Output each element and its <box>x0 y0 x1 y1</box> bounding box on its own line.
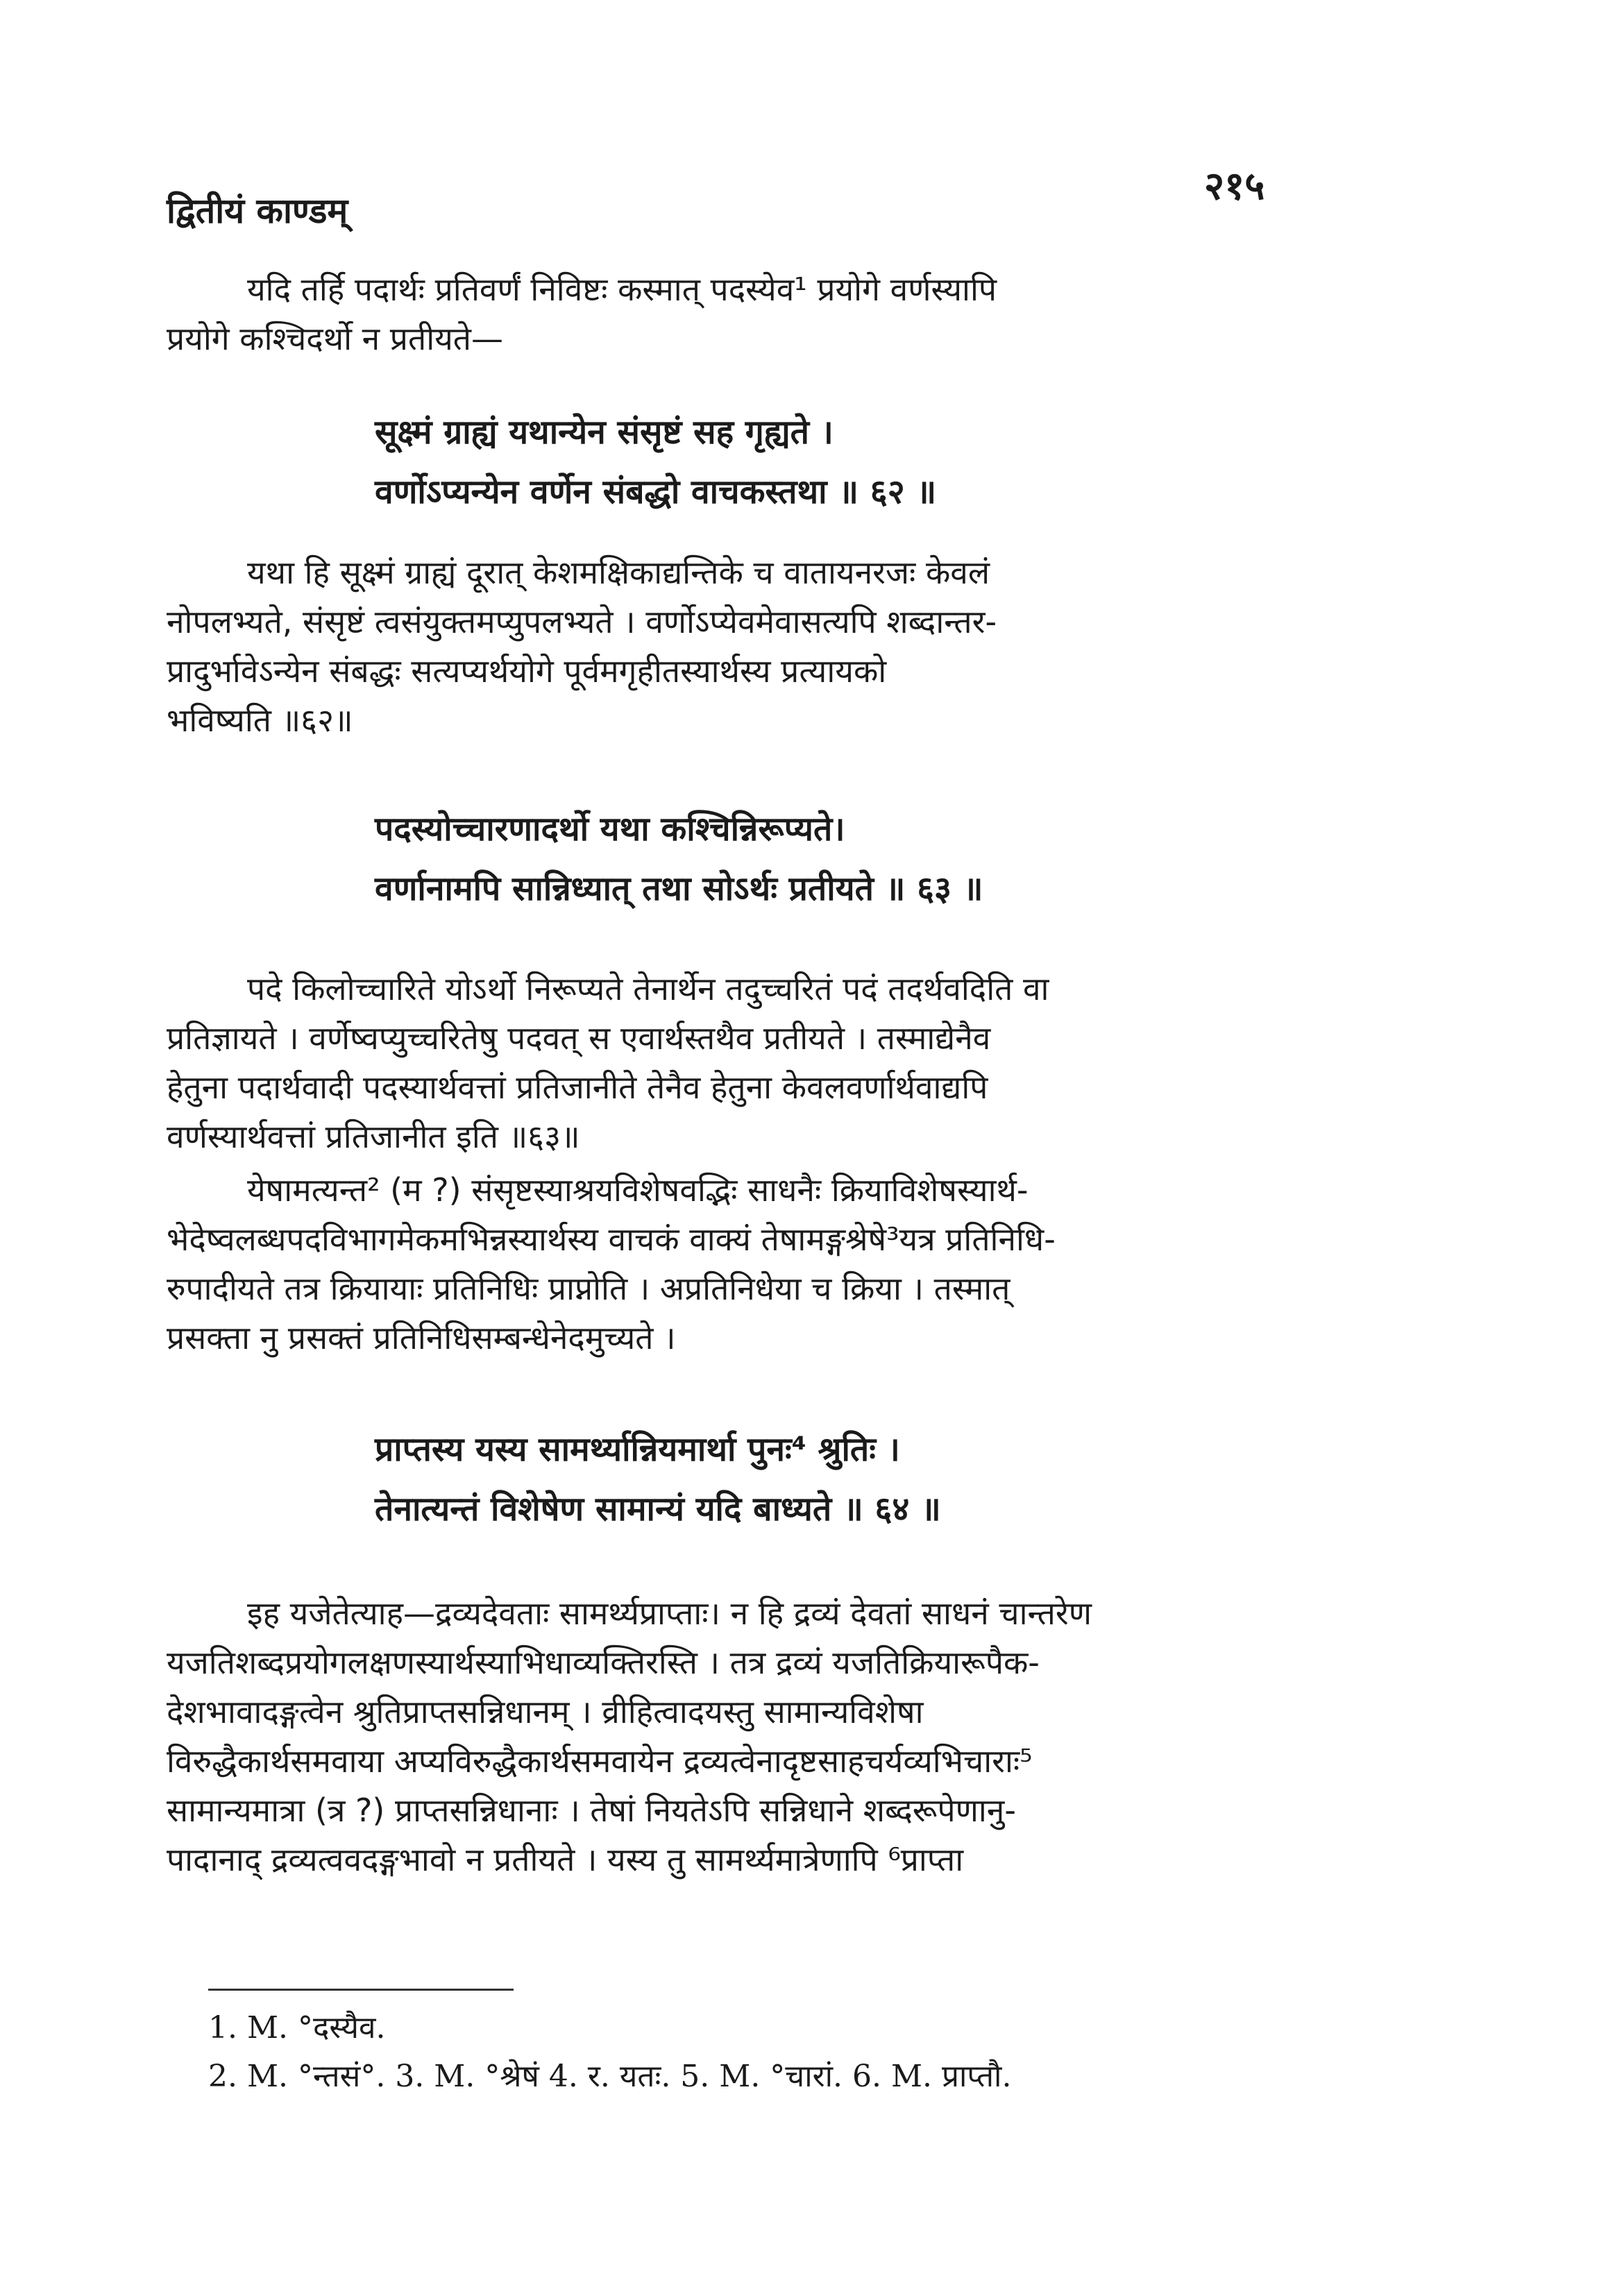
verse-62 <box>375 402 1346 522</box>
text-line: भविष्यति ॥६२॥ <box>167 701 353 739</box>
text-line: प्रतिज्ञायते । वर्णेष्वप्युच्चरितेषु पदवत् स एवार्थस्तथैव प्रतीयते । तस्माद्येनैव <box>167 1019 991 1057</box>
footnote-line: 2. M. °न्तसं°. 3. M. °श्रेषं 4. र. यतः. 5. M. °चारां. 6. M. प्राप्तौ. <box>208 2059 1012 2094</box>
footnote-divider <box>208 1989 514 1991</box>
text-line: हेतुना पदार्थवादी पदस्यार्थवत्तां प्रतिजानीते तेनैव हेतुना केवलवर्णार्थवाद्यपि <box>167 1069 988 1106</box>
text-line: यथा हि सूक्ष्मं ग्राह्यं दूरात् केशमक्षिकाद्यन्तिके च वातायनरजः केवलं <box>247 554 990 591</box>
commentary-64 <box>167 1589 1263 1885</box>
text-line: भेदेष्वलब्धपदविभागमेकमभिन्नस्यार्थस्य वाचकं वाक्यं तेषामङ्गश्रेषे³यत्र प्रतिनिधि- <box>167 1221 1056 1258</box>
intro-paragraph <box>167 265 1263 364</box>
verse-63 <box>375 799 1346 919</box>
verse-line: तेनात्यन्तं विशेषेण सामान्यं यदि बाध्यते ॥ ६४ ॥ <box>375 1490 941 1529</box>
text-line: नोपलभ्यते, संसृष्टं त्वसंयुक्तमप्युपलभ्यते । वर्णोऽप्येवमेवासत्यपि शब्दान्तर- <box>167 603 997 640</box>
chapter-title: द्वितीयं काण्डम् <box>167 191 348 231</box>
text-line: इह यजेतेत्याह—द्रव्यदेवताः सामर्थ्यप्राप्ताः। न हि द्रव्यं देवतां साधनं चान्तरेण <box>247 1595 1092 1632</box>
text-line: सामान्यमात्रा (त्र ?) प्राप्तसन्निधानाः । तेषां नियतेऽपि सन्निधाने शब्दरूपेणानु- <box>167 1792 1016 1829</box>
text-line: येषामत्यन्त² (म ?) संसृष्टस्याश्रयविशेषवद्भिः साधनैः क्रियाविशेषस्यार्थ- <box>247 1171 1029 1209</box>
text-line: पदे किलोच्चारिते योऽर्थो निरूप्यते तेनार्थेन तदुच्चरितं पदं तदर्थवदिति वा <box>247 970 1049 1007</box>
commentary-63-continued <box>167 1166 1263 1363</box>
verse-line: वर्णानामपि सान्निध्यात् तथा सोऽर्थः प्रतीयते ॥ ६३ ॥ <box>375 869 983 908</box>
text-line: प्रसक्ता नु प्रसक्तं प्रतिनिधिसम्बन्धेनेदमुच्यते । <box>167 1319 676 1357</box>
text-line: विरुद्धैकार्थसमवाया अप्यविरुद्धैकार्थसमवायेन द्रव्यत्वेनादृष्टसाहचर्यव्यभिचाराः⁵ <box>167 1742 1033 1780</box>
text-line: यदि तर्हि पदार्थः प्रतिवर्णं निविष्टः कस्मात् पदस्येव¹ प्रयोगे वर्णस्यापि <box>247 271 997 308</box>
verse-line: प्राप्तस्य यस्य सामर्थ्यान्नियमार्था पुनः⁴ श्रुतिः । <box>375 1430 900 1469</box>
text-line: रुपादीयते तत्र क्रियायाः प्रतिनिधिः प्राप्नोति । अप्रतिनिधेया च क्रिया । तस्मात् <box>167 1270 1010 1307</box>
text-line: प्रयोगे कश्चिदर्थो न प्रतीयते— <box>167 320 504 357</box>
verse-64 <box>375 1420 1346 1539</box>
verse-line: पदस्योच्चारणादर्थो यथा कश्चिन्निरूप्यते। <box>375 810 845 849</box>
text-line: यजतिशब्दप्रयोगलक्षणस्यार्थस्याभिधाव्यक्तिरस्ति । तत्र द्रव्यं यजतिक्रियारूपैक- <box>167 1644 1040 1681</box>
commentary-63 <box>167 964 1263 1162</box>
text-line: वर्णस्यार्थवत्तां प्रतिजानीत इति ॥६३॥ <box>167 1118 580 1155</box>
text-line: पादानाद् द्रव्यत्ववदङ्गभावो न प्रतीयते । यस्य तु सामर्थ्यमात्रेणापि ⁶प्राप्ता <box>167 1841 964 1878</box>
footnote-line: 1. M. °दस्यैव. <box>208 2010 386 2046</box>
verse-line: वर्णोऽप्यन्येन वर्णेन संबद्धो वाचकस्तथा ॥ ६२ ॥ <box>375 473 937 511</box>
verse-line: सूक्ष्मं ग्राह्यं यथान्येन संसृष्टं सह गृह्यते । <box>375 413 834 452</box>
page-number: २१५ <box>1204 164 1265 209</box>
text-line: देशभावादङ्गत्वेन श्रुतिप्राप्तसन्निधानम् । व्रीहित्वादयस्तु सामान्यविशेषा <box>167 1693 924 1730</box>
text-line: प्रादुर्भावेऽन्येन संबद्धः सत्यप्यर्थयोगे पूर्वमगृहीतस्यार्थस्य प्रत्यायको <box>167 652 887 690</box>
commentary-62 <box>167 548 1263 745</box>
